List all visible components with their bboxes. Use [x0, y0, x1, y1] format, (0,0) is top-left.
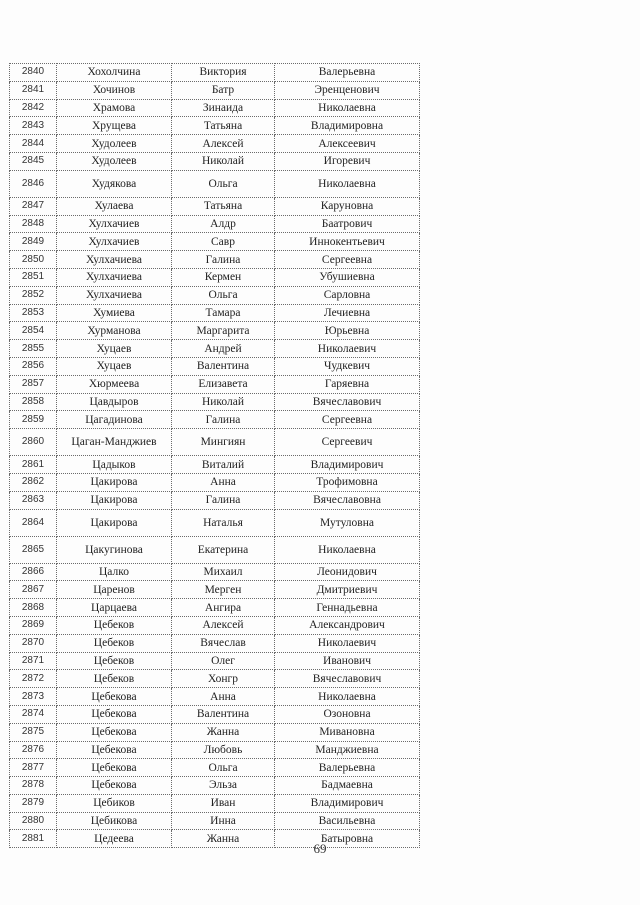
row-number: 2874 [10, 705, 57, 723]
first-name-cell: Валентина [172, 705, 275, 723]
row-number: 2852 [10, 286, 57, 304]
last-name-cell: Царцаева [57, 599, 172, 617]
table-row [10, 491, 420, 509]
row-number: 2869 [10, 616, 57, 634]
last-name-cell: Хулаева [57, 197, 172, 215]
table-row [10, 268, 420, 286]
patronymic-cell: Трофимовна [275, 473, 420, 491]
table-row [10, 616, 420, 634]
table-row [10, 135, 420, 153]
patronymic-cell: Дмитриевич [275, 581, 420, 599]
first-name-cell: Олег [172, 652, 275, 670]
patronymic-cell: Геннадьевна [275, 599, 420, 617]
table-row [10, 777, 420, 795]
patronymic-cell: Сергеевна [275, 251, 420, 269]
patronymic-cell: Мутуловна [275, 509, 420, 536]
first-name-cell: Иван [172, 794, 275, 812]
last-name-cell: Храмова [57, 99, 172, 117]
patronymic-cell: Валерьевна [275, 759, 420, 777]
last-name-cell: Цагадинова [57, 411, 172, 429]
table-row [10, 652, 420, 670]
last-name-cell: Худякова [57, 170, 172, 197]
patronymic-cell: Леонидович [275, 563, 420, 581]
row-number: 2857 [10, 375, 57, 393]
patronymic-cell: Лечиевна [275, 304, 420, 322]
first-name-cell: Николай [172, 393, 275, 411]
row-number: 2876 [10, 741, 57, 759]
last-name-cell: Цаган-Манджиев [57, 429, 172, 456]
first-name-cell: Николай [172, 152, 275, 170]
last-name-cell: Цебеков [57, 652, 172, 670]
patronymic-cell: Владимирович [275, 456, 420, 474]
row-number: 2878 [10, 777, 57, 795]
patronymic-cell: Эренценович [275, 81, 420, 99]
patronymic-cell: Иннокентьевич [275, 233, 420, 251]
last-name-cell: Хумиева [57, 304, 172, 322]
row-number: 2870 [10, 634, 57, 652]
row-number: 2873 [10, 688, 57, 706]
last-name-cell: Цакирова [57, 491, 172, 509]
first-name-cell: Вячеслав [172, 634, 275, 652]
patronymic-cell: Александрович [275, 616, 420, 634]
patronymic-cell: Манджиевна [275, 741, 420, 759]
table-row [10, 215, 420, 233]
row-number: 2850 [10, 251, 57, 269]
row-number: 2859 [10, 411, 57, 429]
last-name-cell: Хюрмеева [57, 375, 172, 393]
patronymic-cell: Бадмаевна [275, 777, 420, 795]
patronymic-cell: Вячеславовна [275, 491, 420, 509]
last-name-cell: Царенов [57, 581, 172, 599]
last-name-cell: Хурманова [57, 322, 172, 340]
last-name-cell: Цебикова [57, 812, 172, 830]
row-number: 2880 [10, 812, 57, 830]
row-number: 2867 [10, 581, 57, 599]
last-name-cell: Цебекова [57, 705, 172, 723]
patronymic-cell: Николаевна [275, 170, 420, 197]
row-number: 2858 [10, 393, 57, 411]
table-row [10, 117, 420, 135]
last-name-cell: Цалко [57, 563, 172, 581]
patronymic-cell: Николаевич [275, 634, 420, 652]
patronymic-cell: Николаевна [275, 688, 420, 706]
row-number: 2845 [10, 152, 57, 170]
last-name-cell: Цебиков [57, 794, 172, 812]
last-name-cell: Цебекова [57, 759, 172, 777]
last-name-cell: Хулхачиева [57, 268, 172, 286]
table-row [10, 152, 420, 170]
first-name-cell: Инна [172, 812, 275, 830]
row-number: 2851 [10, 268, 57, 286]
table-row [10, 322, 420, 340]
row-number: 2843 [10, 117, 57, 135]
row-number: 2853 [10, 304, 57, 322]
last-name-cell: Хрущева [57, 117, 172, 135]
roster-table-body [10, 64, 420, 848]
patronymic-cell: Николаевна [275, 99, 420, 117]
patronymic-cell: Баатрович [275, 215, 420, 233]
patronymic-cell: Васильевна [275, 812, 420, 830]
table-row [10, 81, 420, 99]
row-number: 2841 [10, 81, 57, 99]
table-row [10, 251, 420, 269]
last-name-cell: Хулхачиев [57, 233, 172, 251]
patronymic-cell: Вячеславович [275, 393, 420, 411]
first-name-cell: Мерген [172, 581, 275, 599]
table-row [10, 411, 420, 429]
patronymic-cell: Иванович [275, 652, 420, 670]
patronymic-cell: Сергеевна [275, 411, 420, 429]
patronymic-cell: Вячеславович [275, 670, 420, 688]
first-name-cell: Ольга [172, 286, 275, 304]
row-number: 2855 [10, 340, 57, 358]
row-number: 2864 [10, 509, 57, 536]
last-name-cell: Цакирова [57, 509, 172, 536]
last-name-cell: Худолеев [57, 152, 172, 170]
table-row [10, 563, 420, 581]
first-name-cell: Галина [172, 491, 275, 509]
table-row [10, 286, 420, 304]
first-name-cell: Анна [172, 688, 275, 706]
table-row [10, 581, 420, 599]
last-name-cell: Хулхачиева [57, 251, 172, 269]
first-name-cell: Зинаида [172, 99, 275, 117]
first-name-cell: Жанна [172, 723, 275, 741]
table-row [10, 794, 420, 812]
table-row [10, 599, 420, 617]
first-name-cell: Алдр [172, 215, 275, 233]
row-number: 2856 [10, 357, 57, 375]
row-number: 2854 [10, 322, 57, 340]
last-name-cell: Хулхачиев [57, 215, 172, 233]
table-row [10, 634, 420, 652]
row-number: 2846 [10, 170, 57, 197]
first-name-cell: Галина [172, 251, 275, 269]
first-name-cell: Жанна [172, 830, 275, 848]
patronymic-cell: Юрьевна [275, 322, 420, 340]
last-name-cell: Хулхачиева [57, 286, 172, 304]
table-row [10, 741, 420, 759]
row-number: 2849 [10, 233, 57, 251]
first-name-cell: Виталий [172, 456, 275, 474]
patronymic-cell: Валерьевна [275, 64, 420, 82]
row-number: 2848 [10, 215, 57, 233]
last-name-cell: Цебекова [57, 741, 172, 759]
first-name-cell: Алексей [172, 616, 275, 634]
first-name-cell: Ольга [172, 759, 275, 777]
table-row [10, 473, 420, 491]
row-number: 2881 [10, 830, 57, 848]
row-number: 2847 [10, 197, 57, 215]
last-name-cell: Цакугинова [57, 536, 172, 563]
patronymic-cell: Гаряевна [275, 375, 420, 393]
row-number: 2842 [10, 99, 57, 117]
roster-table [9, 63, 420, 848]
row-number: 2866 [10, 563, 57, 581]
last-name-cell: Цебеков [57, 616, 172, 634]
first-name-cell: Валентина [172, 357, 275, 375]
table-row [10, 509, 420, 536]
last-name-cell: Цебеков [57, 670, 172, 688]
table-row [10, 670, 420, 688]
row-number: 2879 [10, 794, 57, 812]
first-name-cell: Андрей [172, 340, 275, 358]
table-row [10, 688, 420, 706]
row-number: 2862 [10, 473, 57, 491]
row-number: 2877 [10, 759, 57, 777]
page-number: 69 [313, 841, 327, 856]
first-name-cell: Батр [172, 81, 275, 99]
patronymic-cell: Николаевна [275, 536, 420, 563]
last-name-cell: Хочинов [57, 81, 172, 99]
first-name-cell: Хонгр [172, 670, 275, 688]
table-row [10, 393, 420, 411]
first-name-cell: Алексей [172, 135, 275, 153]
row-number: 2875 [10, 723, 57, 741]
first-name-cell: Маргарита [172, 322, 275, 340]
row-number: 2840 [10, 64, 57, 82]
last-name-cell: Худолеев [57, 135, 172, 153]
last-name-cell: Хуцаев [57, 340, 172, 358]
patronymic-cell: Чудкевич [275, 357, 420, 375]
last-name-cell: Цадыков [57, 456, 172, 474]
first-name-cell: Наталья [172, 509, 275, 536]
last-name-cell: Цакирова [57, 473, 172, 491]
row-number: 2861 [10, 456, 57, 474]
patronymic-cell: Алексеевич [275, 135, 420, 153]
row-number: 2863 [10, 491, 57, 509]
patronymic-cell: Мивановна [275, 723, 420, 741]
last-name-cell: Цебекова [57, 777, 172, 795]
table-row [10, 197, 420, 215]
table-row [10, 233, 420, 251]
table-row [10, 705, 420, 723]
row-number: 2871 [10, 652, 57, 670]
table-row [10, 429, 420, 456]
patronymic-cell: Сарловна [275, 286, 420, 304]
table-row [10, 375, 420, 393]
table-row [10, 304, 420, 322]
last-name-cell: Цебеков [57, 634, 172, 652]
table-row [10, 759, 420, 777]
first-name-cell: Ольга [172, 170, 275, 197]
last-name-cell: Хуцаев [57, 357, 172, 375]
patronymic-cell: Озоновна [275, 705, 420, 723]
last-name-cell: Хохолчина [57, 64, 172, 82]
first-name-cell: Виктория [172, 64, 275, 82]
table-row [10, 170, 420, 197]
row-number: 2868 [10, 599, 57, 617]
first-name-cell: Михаил [172, 563, 275, 581]
table-row [10, 64, 420, 82]
first-name-cell: Кермен [172, 268, 275, 286]
first-name-cell: Эльза [172, 777, 275, 795]
last-name-cell: Цебекова [57, 688, 172, 706]
last-name-cell: Цедеева [57, 830, 172, 848]
patronymic-cell: Батыровна [275, 830, 420, 848]
patronymic-cell: Владимировна [275, 117, 420, 135]
patronymic-cell: Убушиевна [275, 268, 420, 286]
table-row [10, 99, 420, 117]
first-name-cell: Мингиян [172, 429, 275, 456]
patronymic-cell: Николаевич [275, 340, 420, 358]
first-name-cell: Татьяна [172, 197, 275, 215]
table-row [10, 456, 420, 474]
last-name-cell: Цавдыров [57, 393, 172, 411]
first-name-cell: Анна [172, 473, 275, 491]
table-row [10, 536, 420, 563]
table-row [10, 357, 420, 375]
patronymic-cell: Каруновна [275, 197, 420, 215]
patronymic-cell: Владимирович [275, 794, 420, 812]
first-name-cell: Екатерина [172, 536, 275, 563]
first-name-cell: Галина [172, 411, 275, 429]
first-name-cell: Любовь [172, 741, 275, 759]
row-number: 2872 [10, 670, 57, 688]
table-row [10, 812, 420, 830]
last-name-cell: Цебекова [57, 723, 172, 741]
patronymic-cell: Сергеевич [275, 429, 420, 456]
patronymic-cell: Игоревич [275, 152, 420, 170]
first-name-cell: Елизавета [172, 375, 275, 393]
table-row [10, 340, 420, 358]
first-name-cell: Тамара [172, 304, 275, 322]
row-number: 2865 [10, 536, 57, 563]
first-name-cell: Ангира [172, 599, 275, 617]
first-name-cell: Татьяна [172, 117, 275, 135]
table-row [10, 723, 420, 741]
row-number: 2844 [10, 135, 57, 153]
row-number: 2860 [10, 429, 57, 456]
first-name-cell: Савр [172, 233, 275, 251]
